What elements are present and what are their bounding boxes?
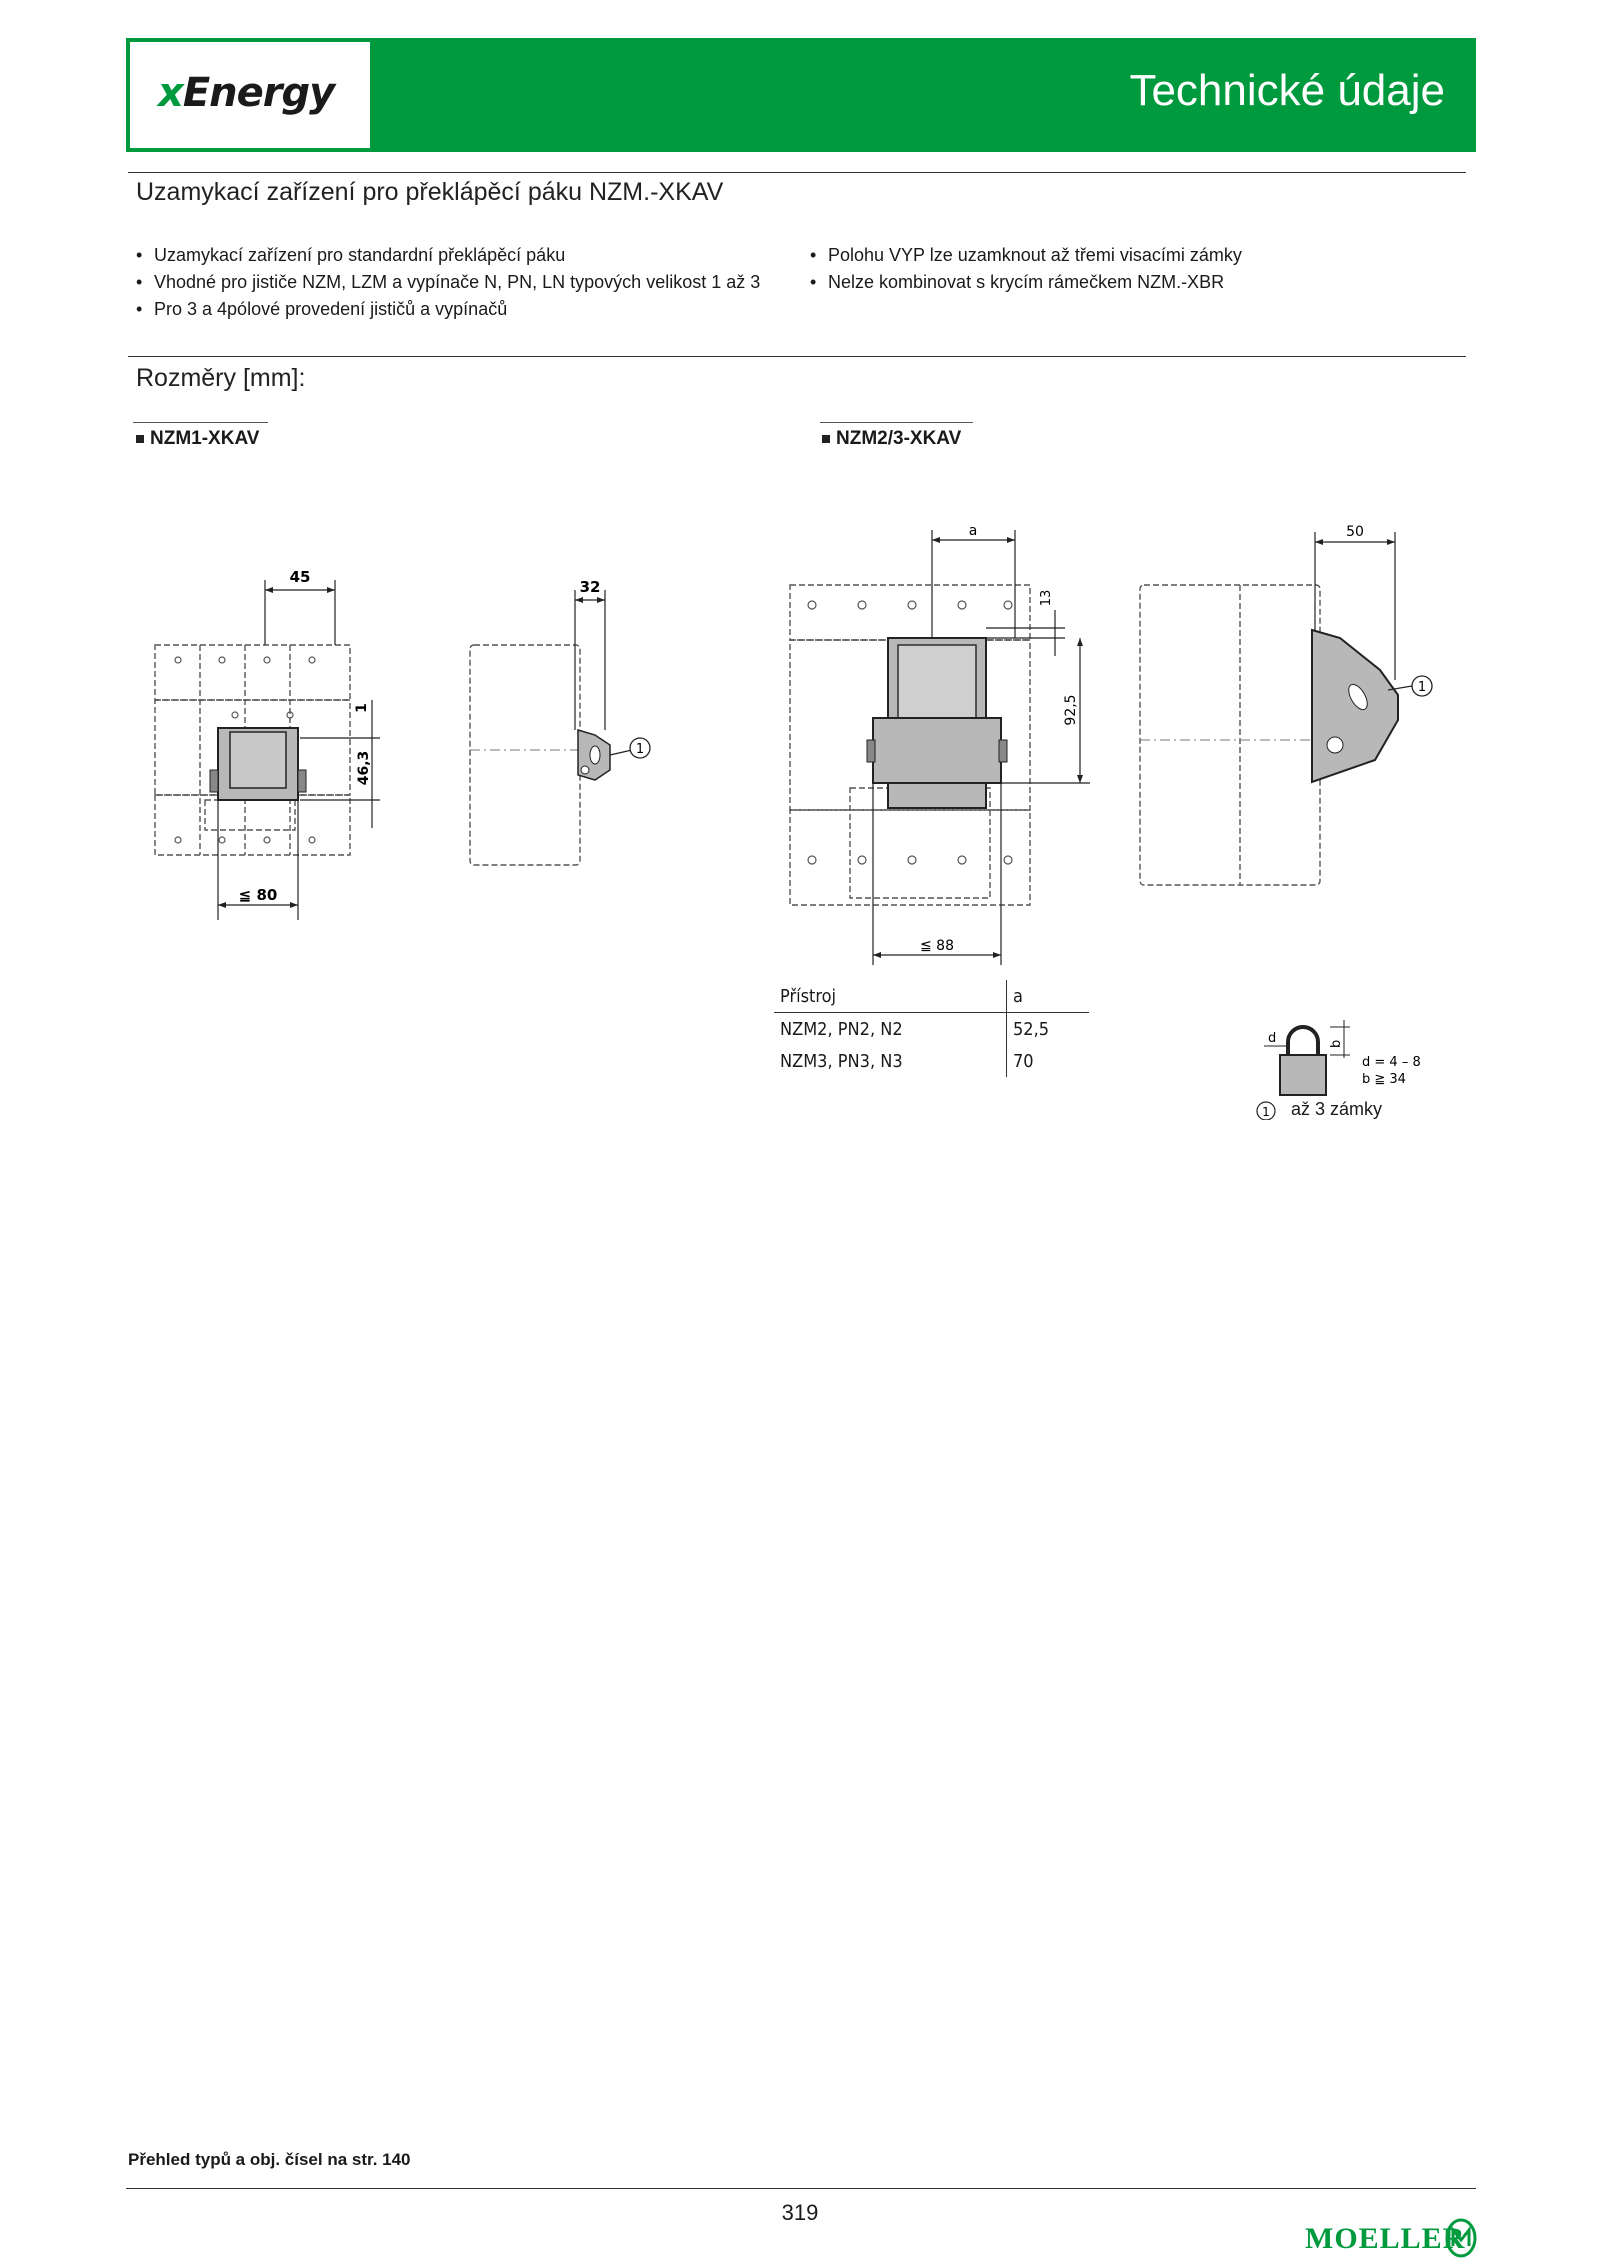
label-nzm1: NZM1-XKAV bbox=[136, 428, 259, 450]
dim-46-3: 46,3 bbox=[356, 750, 372, 786]
table-header: a bbox=[1007, 980, 1090, 1013]
callout-1: 1 bbox=[635, 742, 645, 757]
callout-1: 1 bbox=[1417, 680, 1427, 695]
padlock-d-range: d = 4 – 8 bbox=[1362, 1055, 1421, 1070]
table-cell: 52,5 bbox=[1007, 1013, 1090, 1046]
dim-92-5: 92,5 bbox=[1063, 694, 1079, 726]
divider bbox=[128, 172, 1466, 173]
footer-note: Přehled typů a obj. čísel na str. 140 bbox=[128, 2150, 411, 2169]
dim-50: 50 bbox=[1346, 524, 1364, 540]
label-rule bbox=[133, 422, 268, 423]
bullet-list-right bbox=[810, 242, 1410, 296]
dim-13: 13 bbox=[1039, 589, 1054, 607]
divider bbox=[128, 356, 1466, 357]
padlock-b-range: b ≧ 34 bbox=[1362, 1072, 1406, 1087]
section-title-dimensions: Rozměry [mm]: bbox=[136, 364, 306, 392]
list-item: • Pro 3 a 4pólové provedení jističů a vypínačů bbox=[136, 296, 796, 323]
nzm23-front-drawing bbox=[780, 520, 1120, 970]
section-title: Uzamykací zařízení pro překlápěcí páku NZM.-XKAV bbox=[136, 178, 724, 206]
device-table bbox=[774, 980, 1089, 1077]
table-row bbox=[774, 1013, 1089, 1046]
padlock-note: až 3 zámky bbox=[1291, 1099, 1383, 1119]
label-rule bbox=[820, 422, 973, 423]
xenergy-logo: xEnergy bbox=[158, 70, 335, 116]
padlock-b-label: b bbox=[1329, 1039, 1344, 1048]
table-cell: NZM2, PN2, N2 bbox=[780, 1018, 903, 1040]
table-header: Přístroj bbox=[774, 980, 1007, 1013]
bullet-list-left bbox=[136, 242, 796, 323]
dim-45: 45 bbox=[289, 568, 311, 586]
nzm1-front-drawing bbox=[140, 560, 380, 930]
list-item: • Vhodné pro jističe NZM, LZM a vypínače N, PN, LN typových velikost 1 až 3 bbox=[136, 269, 796, 296]
padlock-d-label: d bbox=[1268, 1031, 1277, 1046]
table-row bbox=[774, 1045, 1089, 1077]
padlock-callout: 1 bbox=[1262, 1105, 1270, 1119]
table-header-row bbox=[774, 980, 1089, 1013]
dim-80: ≦ 80 bbox=[238, 886, 278, 904]
page-number: 319 bbox=[781, 2200, 819, 2225]
list-item: • Uzamykací zařízení pro standardní překlápěcí páku bbox=[136, 242, 796, 269]
label-nzm23: NZM2/3-XKAV bbox=[822, 428, 961, 450]
moeller-emblem-icon bbox=[1444, 2218, 1478, 2258]
moeller-logo: MOELLER bbox=[1305, 2222, 1466, 2255]
dim-a: a bbox=[968, 523, 978, 539]
dim-32: 32 bbox=[579, 578, 601, 596]
list-item: • Polohu VYP lze uzamknout až třemi visacími zámky bbox=[810, 242, 1410, 269]
footer-divider bbox=[126, 2188, 1476, 2189]
dim-88: ≦ 88 bbox=[920, 938, 954, 954]
list-item: • Nelze kombinovat s krycím rámečkem NZM.-XBR bbox=[810, 269, 1410, 296]
page-title: Technické údaje bbox=[1129, 66, 1445, 115]
dim-1: 1 bbox=[354, 703, 370, 713]
table-cell: 70 bbox=[1007, 1045, 1090, 1077]
table-cell: NZM3, PN3, N3 bbox=[780, 1050, 903, 1072]
nzm1-side-drawing bbox=[460, 570, 660, 890]
nzm23-side-drawing bbox=[1130, 520, 1460, 900]
